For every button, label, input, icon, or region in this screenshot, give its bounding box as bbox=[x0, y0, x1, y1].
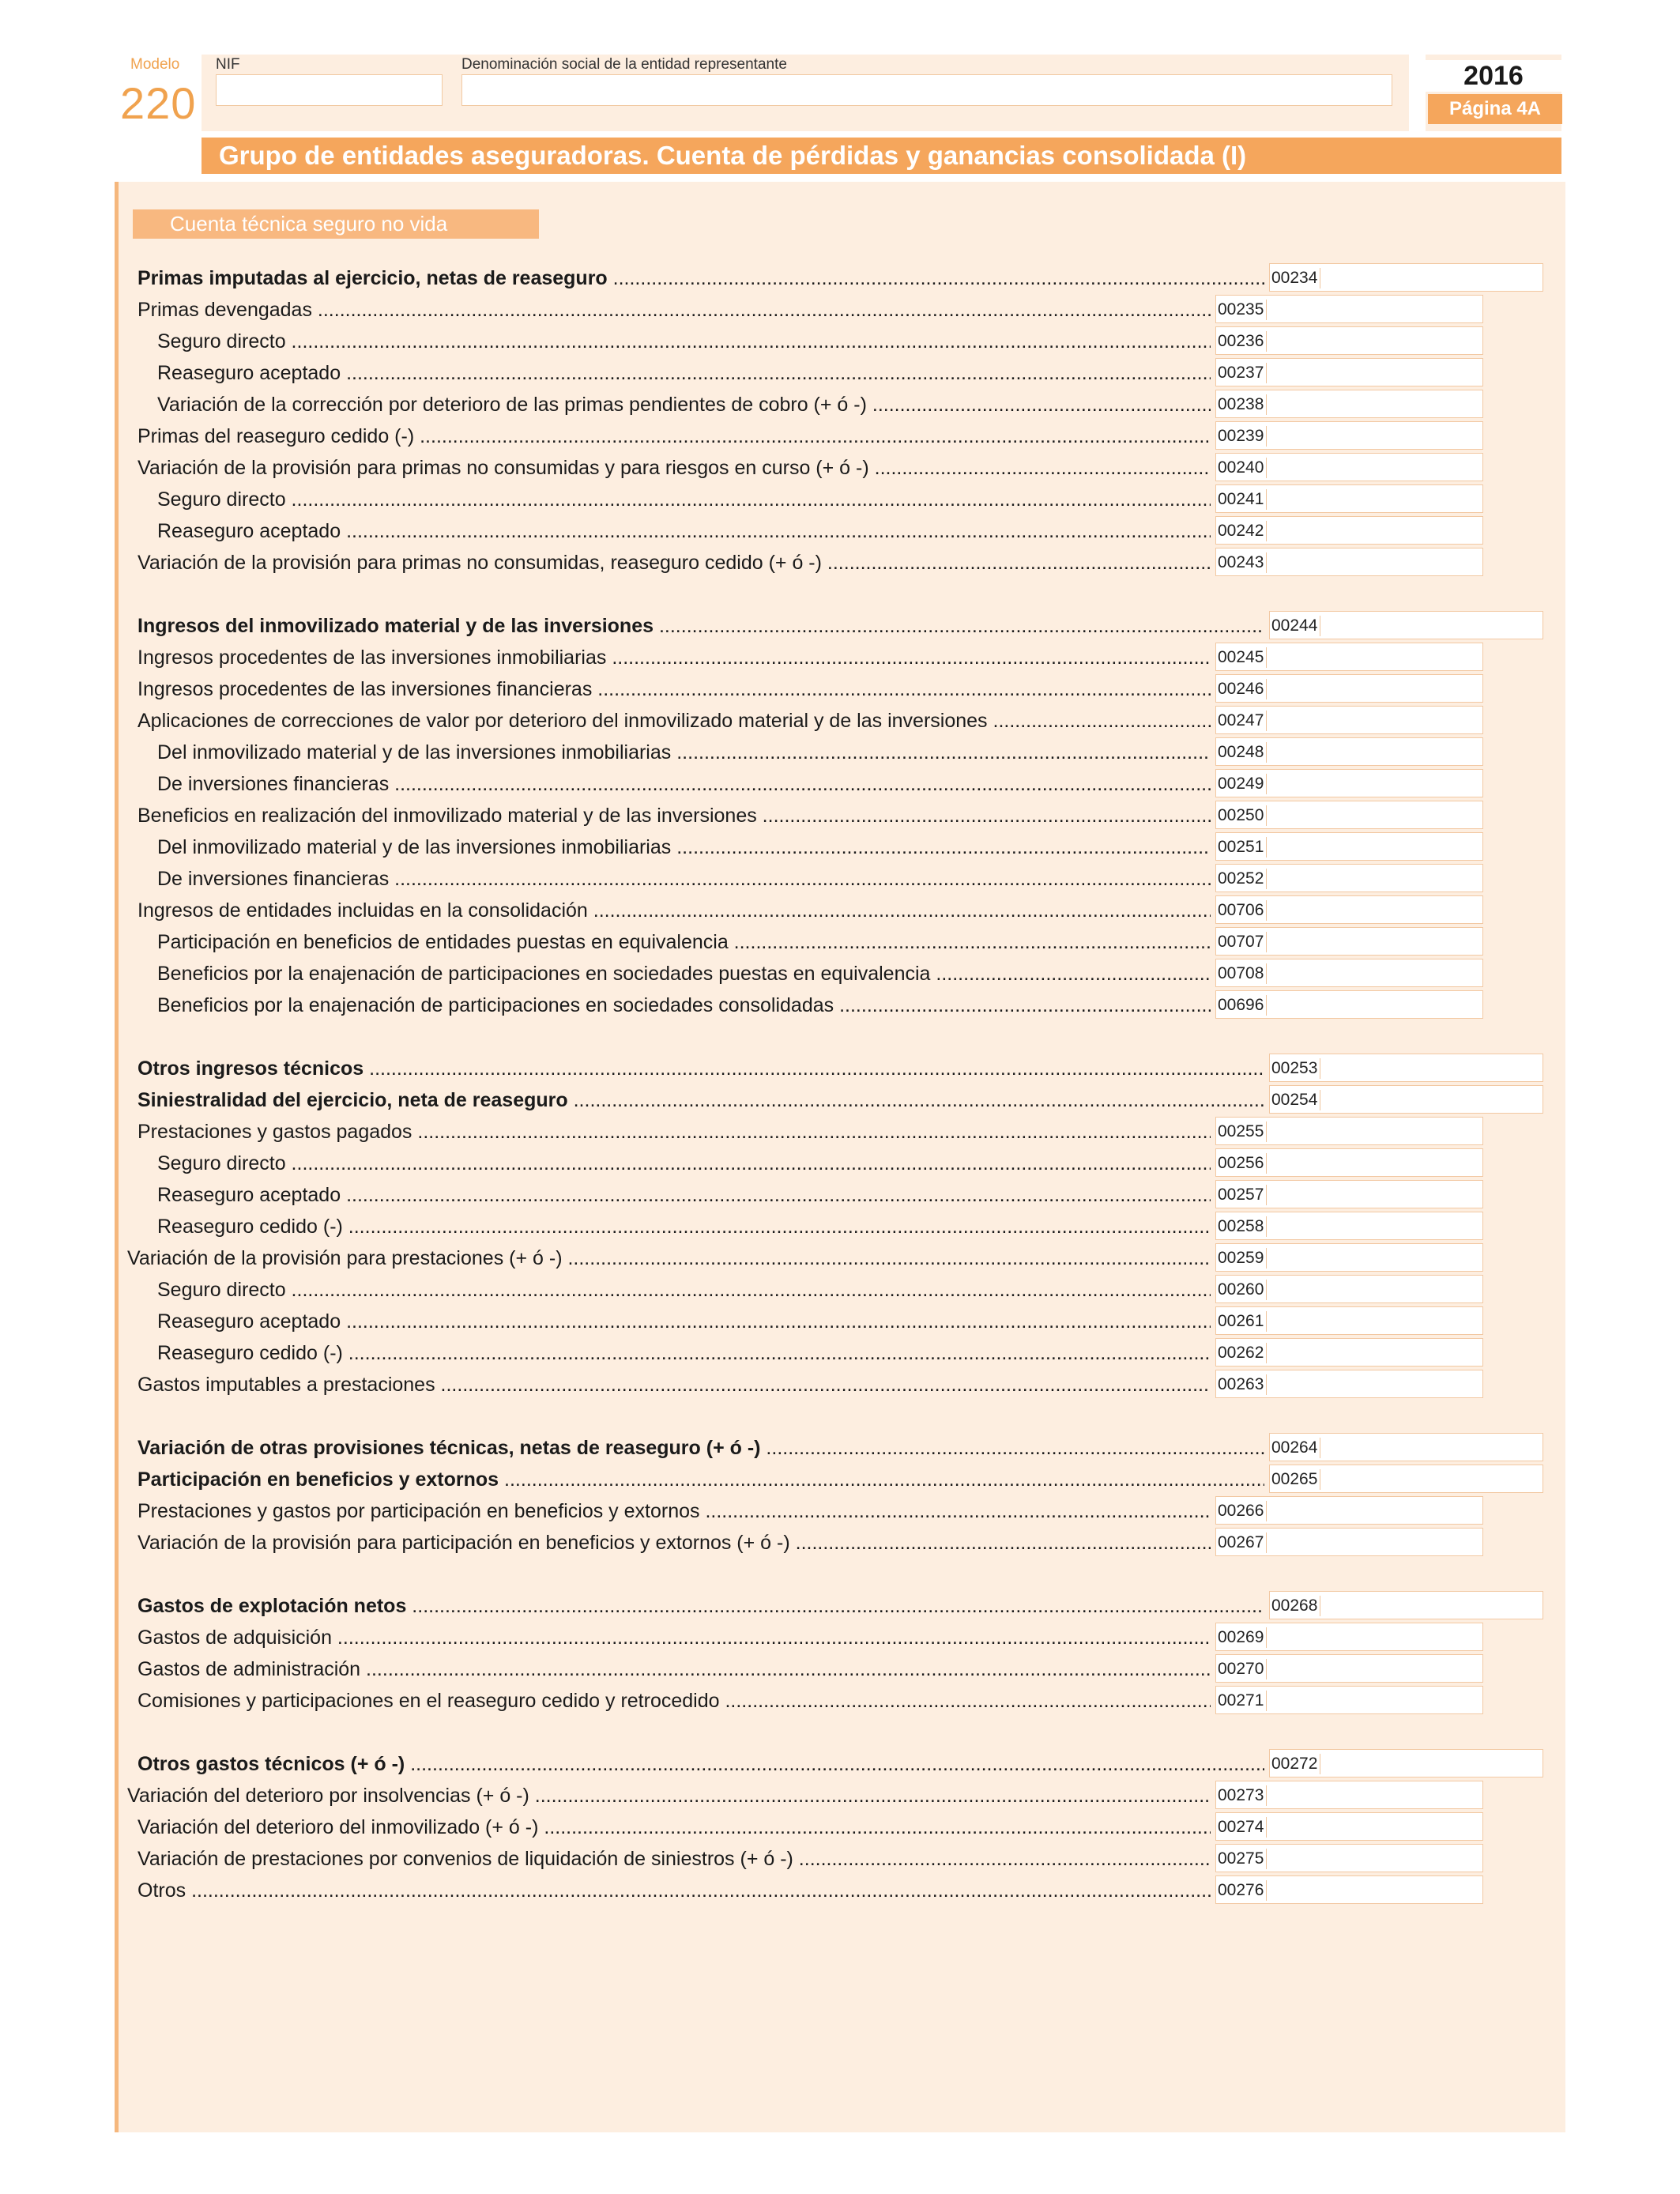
form-row bbox=[0, 611, 1680, 639]
form-row bbox=[0, 801, 1680, 829]
row-label: Reaseguro aceptado ..... bbox=[157, 1182, 1211, 1208]
denominacion-label: Denominación social de la entidad representante bbox=[461, 56, 787, 73]
field-code: 00234 bbox=[1271, 268, 1320, 288]
row-label: Variación de otras provisiones técnicas, netas de reaseguro (+ ó -) ..... bbox=[137, 1435, 1264, 1461]
form-row bbox=[0, 1781, 1680, 1809]
amount-field[interactable] bbox=[1215, 358, 1483, 386]
amount-field[interactable] bbox=[1215, 1875, 1483, 1904]
row-label: Gastos de explotación netos ..... bbox=[137, 1593, 1264, 1619]
form-row bbox=[0, 1338, 1680, 1367]
row-label: Beneficios por la enajenación de participaciones en sociedades consolidadas ..... bbox=[157, 993, 1211, 1018]
section-title: Cuenta técnica seguro no vida bbox=[170, 212, 448, 236]
form-row bbox=[0, 295, 1680, 323]
row-label: Reaseguro aceptado ..... bbox=[157, 360, 1211, 386]
amount-field[interactable] bbox=[1215, 1528, 1483, 1556]
form-row bbox=[0, 1749, 1680, 1777]
field-code: 00258 bbox=[1218, 1216, 1267, 1237]
form-row bbox=[0, 1148, 1680, 1177]
field-code: 00239 bbox=[1218, 426, 1267, 447]
amount-field[interactable] bbox=[1215, 1306, 1483, 1335]
amount-field[interactable] bbox=[1215, 390, 1483, 418]
form-row bbox=[0, 1528, 1680, 1556]
field-code: 00254 bbox=[1271, 1090, 1320, 1110]
form-row bbox=[0, 990, 1680, 1019]
row-label: Primas devengadas ..... bbox=[137, 297, 1211, 322]
amount-field[interactable] bbox=[1215, 643, 1483, 671]
row-label: Reaseguro aceptado ..... bbox=[157, 518, 1211, 544]
form-row bbox=[0, 358, 1680, 386]
field-code: 00242 bbox=[1218, 521, 1267, 541]
amount-field[interactable] bbox=[1215, 706, 1483, 734]
amount-field[interactable] bbox=[1215, 769, 1483, 797]
form-row bbox=[0, 1212, 1680, 1240]
field-code: 00266 bbox=[1218, 1501, 1267, 1521]
form-row bbox=[0, 864, 1680, 892]
row-label: Reaseguro cedido (-) ..... bbox=[157, 1340, 1211, 1366]
nif-label: NIF bbox=[216, 56, 240, 73]
field-code: 00272 bbox=[1271, 1754, 1320, 1774]
form-row bbox=[0, 1180, 1680, 1208]
field-code: 00275 bbox=[1218, 1849, 1267, 1869]
field-code: 00237 bbox=[1218, 363, 1267, 383]
amount-field[interactable] bbox=[1269, 1433, 1543, 1461]
form-row bbox=[0, 1844, 1680, 1872]
row-label: Otros ingresos técnicos ..... bbox=[137, 1056, 1264, 1081]
row-label: Otros gastos técnicos (+ ó -) ..... bbox=[137, 1751, 1264, 1777]
form-row bbox=[0, 1812, 1680, 1841]
modelo-label: Modelo bbox=[130, 56, 180, 73]
amount-field[interactable] bbox=[1269, 263, 1543, 292]
amount-field[interactable] bbox=[1215, 484, 1483, 513]
field-code: 00263 bbox=[1218, 1374, 1267, 1395]
form-row bbox=[0, 1654, 1680, 1683]
form-row bbox=[0, 548, 1680, 576]
field-code: 00273 bbox=[1218, 1785, 1267, 1806]
row-label: Variación de la provisión para prestaciones (+ ó -) ..... bbox=[127, 1246, 1211, 1271]
field-code: 00247 bbox=[1218, 711, 1267, 731]
field-code: 00257 bbox=[1218, 1185, 1267, 1205]
amount-field[interactable] bbox=[1215, 1370, 1483, 1398]
field-code: 00261 bbox=[1218, 1311, 1267, 1332]
form-row bbox=[0, 769, 1680, 797]
field-code: 00267 bbox=[1218, 1532, 1267, 1553]
field-code: 00269 bbox=[1218, 1627, 1267, 1648]
form-row bbox=[0, 421, 1680, 450]
amount-field[interactable] bbox=[1215, 1148, 1483, 1177]
field-code: 00240 bbox=[1218, 458, 1267, 478]
field-code: 00238 bbox=[1218, 394, 1267, 415]
field-code: 00253 bbox=[1271, 1058, 1320, 1079]
row-label: Variación de la provisión para primas no consumidas, reaseguro cedido (+ ó -) ..... bbox=[137, 550, 1211, 575]
form-row bbox=[0, 1306, 1680, 1335]
row-label: Variación de la provisión para primas no consumidas y para riesgos en curso (+ ó -) ..... bbox=[137, 455, 1211, 481]
row-label: Primas imputadas al ejercicio, netas de reaseguro ..... bbox=[137, 266, 1264, 291]
amount-field[interactable] bbox=[1215, 326, 1483, 355]
field-code: 00252 bbox=[1218, 869, 1267, 889]
amount-field[interactable] bbox=[1215, 990, 1483, 1019]
row-label: Aplicaciones de correcciones de valor por deterioro del inmovilizado material y de las inversiones ..... bbox=[137, 708, 1211, 733]
field-code: 00271 bbox=[1218, 1691, 1267, 1711]
amount-field[interactable] bbox=[1215, 1243, 1483, 1272]
field-code: 00276 bbox=[1218, 1880, 1267, 1901]
amount-field[interactable] bbox=[1215, 1654, 1483, 1683]
amount-field[interactable] bbox=[1269, 611, 1543, 639]
form-row bbox=[0, 1496, 1680, 1525]
row-label: Gastos imputables a prestaciones ..... bbox=[137, 1372, 1211, 1397]
row-label: Primas del reaseguro cedido (-) ..... bbox=[137, 424, 1211, 449]
modelo-number: 220 bbox=[120, 78, 197, 128]
row-label: Beneficios por la enajenación de participaciones en sociedades puestas en equivalencia ..... bbox=[157, 961, 1211, 986]
field-code: 00274 bbox=[1218, 1817, 1267, 1838]
field-code: 00708 bbox=[1218, 963, 1267, 984]
form-row bbox=[0, 516, 1680, 545]
field-code: 00255 bbox=[1218, 1122, 1267, 1142]
amount-field[interactable] bbox=[1215, 864, 1483, 892]
amount-field[interactable] bbox=[1269, 1591, 1543, 1619]
amount-field[interactable] bbox=[1215, 1180, 1483, 1208]
field-code: 00260 bbox=[1218, 1280, 1267, 1300]
form-row bbox=[0, 263, 1680, 292]
field-code: 00707 bbox=[1218, 932, 1267, 952]
form-row bbox=[0, 737, 1680, 766]
amount-field[interactable] bbox=[1215, 959, 1483, 987]
amount-field[interactable] bbox=[1215, 1844, 1483, 1872]
row-label: Beneficios en realización del inmovilizado material y de las inversiones ..... bbox=[137, 803, 1211, 828]
field-code: 00244 bbox=[1271, 616, 1320, 636]
row-label: Variación de prestaciones por convenios de liquidación de siniestros (+ ó -) ..... bbox=[137, 1846, 1211, 1872]
amount-field[interactable] bbox=[1215, 516, 1483, 545]
row-label: Participación en beneficios de entidades puestas en equivalencia ..... bbox=[157, 929, 1211, 955]
amount-field[interactable] bbox=[1215, 1275, 1483, 1303]
form-row bbox=[0, 1591, 1680, 1619]
nif-field[interactable] bbox=[216, 74, 443, 106]
form-row bbox=[0, 1243, 1680, 1272]
row-label: Ingresos del inmovilizado material y de las inversiones ..... bbox=[137, 613, 1264, 639]
page-title: Grupo de entidades aseguradoras. Cuenta de pérdidas y ganancias consolidada (I) bbox=[219, 141, 1247, 170]
year: 2016 bbox=[1426, 60, 1561, 92]
amount-field[interactable] bbox=[1215, 1781, 1483, 1809]
form-row bbox=[0, 1117, 1680, 1145]
form-row bbox=[0, 895, 1680, 924]
row-label: Siniestralidad del ejercicio, neta de reaseguro ..... bbox=[137, 1088, 1264, 1113]
row-label: Del inmovilizado material y de las inversiones inmobiliarias ..... bbox=[157, 740, 1211, 765]
amount-field[interactable] bbox=[1215, 895, 1483, 924]
form-row bbox=[0, 453, 1680, 481]
amount-field[interactable] bbox=[1215, 295, 1483, 323]
field-code: 00246 bbox=[1218, 679, 1267, 699]
row-label: Seguro directo ..... bbox=[157, 329, 1211, 354]
form-row bbox=[0, 706, 1680, 734]
form-row bbox=[0, 1875, 1680, 1904]
field-code: 00696 bbox=[1218, 995, 1267, 1016]
amount-field[interactable] bbox=[1215, 801, 1483, 829]
row-label: Prestaciones y gastos por participación en beneficios y extornos ..... bbox=[137, 1498, 1211, 1524]
row-label: Variación del deterioro por insolvencias (+ ó -) ..... bbox=[127, 1783, 1211, 1808]
form-row bbox=[0, 1275, 1680, 1303]
amount-field[interactable] bbox=[1215, 1686, 1483, 1714]
row-label: Prestaciones y gastos pagados ..... bbox=[137, 1119, 1211, 1144]
row-label: Gastos de administración ..... bbox=[137, 1657, 1211, 1682]
field-code: 00248 bbox=[1218, 742, 1267, 763]
row-label: Variación del deterioro del inmovilizado (+ ó -) ..... bbox=[137, 1815, 1211, 1840]
form-row bbox=[0, 1054, 1680, 1082]
row-label: Ingresos de entidades incluidas en la consolidación ..... bbox=[137, 898, 1211, 923]
form-row bbox=[0, 390, 1680, 418]
field-code: 00249 bbox=[1218, 774, 1267, 794]
row-label: Comisiones y participaciones en el reaseguro cedido y retrocedido ..... bbox=[137, 1688, 1211, 1713]
field-code: 00259 bbox=[1218, 1248, 1267, 1269]
row-label: De inversiones financieras ..... bbox=[157, 771, 1211, 797]
amount-field[interactable] bbox=[1215, 1117, 1483, 1145]
form-row bbox=[0, 643, 1680, 671]
field-code: 00256 bbox=[1218, 1153, 1267, 1174]
amount-field[interactable] bbox=[1215, 421, 1483, 450]
amount-field[interactable] bbox=[1215, 927, 1483, 956]
amount-field[interactable] bbox=[1215, 1623, 1483, 1651]
field-code: 00270 bbox=[1218, 1659, 1267, 1679]
amount-field[interactable] bbox=[1215, 737, 1483, 766]
page-badge: Página 4A bbox=[1428, 94, 1562, 124]
form-row bbox=[0, 1686, 1680, 1714]
form-row bbox=[0, 832, 1680, 861]
amount-field[interactable] bbox=[1269, 1749, 1543, 1777]
row-label: Variación de la corrección por deterioro de las primas pendientes de cobro (+ ó -) ..... bbox=[157, 392, 1211, 417]
field-code: 00243 bbox=[1218, 552, 1267, 573]
form-row bbox=[0, 484, 1680, 513]
row-label: Gastos de adquisición ..... bbox=[137, 1625, 1211, 1650]
field-code: 00245 bbox=[1218, 647, 1267, 668]
field-code: 00268 bbox=[1271, 1596, 1320, 1616]
amount-field[interactable] bbox=[1269, 1085, 1543, 1114]
field-code: 00251 bbox=[1218, 837, 1267, 858]
row-label: Seguro directo ..... bbox=[157, 1277, 1211, 1302]
row-label: De inversiones financieras ..... bbox=[157, 866, 1211, 892]
form-row bbox=[0, 326, 1680, 355]
field-code: 00250 bbox=[1218, 805, 1267, 826]
row-label: Ingresos procedentes de las inversiones inmobiliarias ..... bbox=[137, 645, 1211, 670]
amount-field[interactable] bbox=[1215, 1496, 1483, 1525]
form-row bbox=[0, 959, 1680, 987]
row-label: Seguro directo ..... bbox=[157, 487, 1211, 512]
field-code: 00236 bbox=[1218, 331, 1267, 352]
amount-field[interactable] bbox=[1269, 1465, 1543, 1493]
amount-field[interactable] bbox=[1215, 453, 1483, 481]
form-row bbox=[0, 1433, 1680, 1461]
row-label: Del inmovilizado material y de las inversiones inmobiliarias ..... bbox=[157, 835, 1211, 860]
field-code: 00706 bbox=[1218, 900, 1267, 921]
row-label: Ingresos procedentes de las inversiones financieras ..... bbox=[137, 677, 1211, 702]
amount-field[interactable] bbox=[1215, 1338, 1483, 1367]
field-code: 00264 bbox=[1271, 1438, 1320, 1458]
amount-field[interactable] bbox=[1215, 832, 1483, 861]
amount-field[interactable] bbox=[1215, 674, 1483, 703]
field-code: 00265 bbox=[1271, 1469, 1320, 1490]
row-label: Otros ..... bbox=[137, 1878, 1211, 1903]
row-label: Participación en beneficios y extornos ..... bbox=[137, 1467, 1264, 1492]
field-code: 00241 bbox=[1218, 489, 1267, 510]
form-row bbox=[0, 1623, 1680, 1651]
form-row bbox=[0, 1465, 1680, 1493]
row-label: Reaseguro aceptado ..... bbox=[157, 1309, 1211, 1334]
field-code: 00235 bbox=[1218, 300, 1267, 320]
denominacion-field[interactable] bbox=[461, 74, 1392, 106]
amount-field[interactable] bbox=[1215, 1212, 1483, 1240]
field-code: 00262 bbox=[1218, 1343, 1267, 1363]
row-label: Variación de la provisión para participación en beneficios y extornos (+ ó -) ..... bbox=[137, 1530, 1211, 1555]
amount-field[interactable] bbox=[1215, 548, 1483, 576]
row-label: Reaseguro cedido (-) ..... bbox=[157, 1214, 1211, 1239]
form-row bbox=[0, 927, 1680, 956]
amount-field[interactable] bbox=[1269, 1054, 1543, 1082]
form-row bbox=[0, 1370, 1680, 1398]
amount-field[interactable] bbox=[1215, 1812, 1483, 1841]
row-label: Seguro directo ..... bbox=[157, 1151, 1211, 1176]
form-row bbox=[0, 1085, 1680, 1114]
form-row bbox=[0, 674, 1680, 703]
